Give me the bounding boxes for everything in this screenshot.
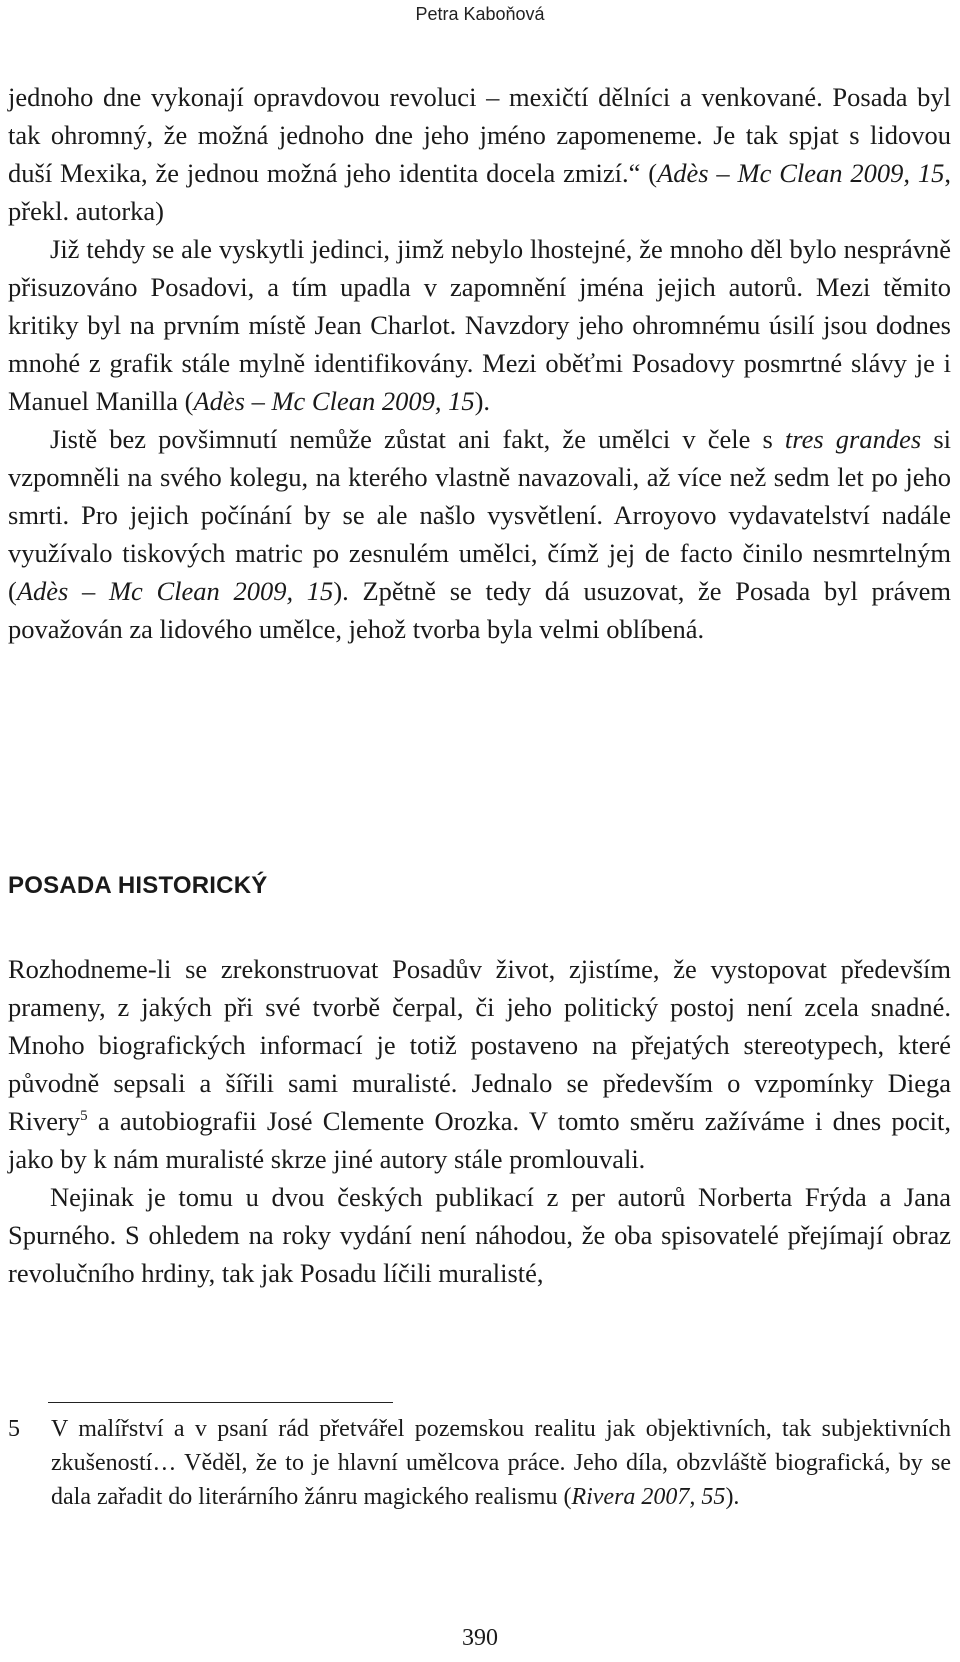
paragraph-text: si vzpomněli na svého kolegu, na kterého vlastně navazovali, až více než sedm let po jeho smrti. Pro jejich počínání by se ale našlo vysvětlení. Arroyovo vydavatelství nadále využívalo tiskových matric po zesnulém umělci, čímž jej de facto činilo nesmrtelným ( bbox=[8, 424, 951, 606]
paragraph-text: Již tehdy se ale vyskytli jedinci, jimž nebylo lhostejné, že mnoho děl bylo nesprávně přisuzováno Posadovi, a tím upadla v zapomnění jména jejich autorů. Mezi těmito kritiky byl na prvním místě Jean Charlot. Navzdory jeho ohromnému úsilí jsou dodnes mnohé z grafik stále mylně identifikovány. Mezi oběťmi Posadovy posmrtné slávy je i Manuel Manilla ( bbox=[8, 234, 951, 416]
footnote-reference[interactable]: 5 bbox=[80, 1108, 88, 1125]
running-header-author: Petra Kaboňová bbox=[415, 4, 545, 24]
citation: Rivera 2007, 55 bbox=[571, 1484, 726, 1510]
paragraph bbox=[8, 950, 951, 1178]
quote-continuation-paragraph bbox=[8, 78, 951, 230]
paragraph bbox=[8, 420, 951, 648]
paragraph-text: a autobiografii José Clemente Orozka. V tomto směru zažíváme i dnes pocit, jako by k nám muralisté skrze jiné autory stále promlouvali. bbox=[8, 1106, 951, 1174]
footnote-text bbox=[51, 1412, 951, 1514]
paragraph-text: jednoho dne vykonají opravdovou revoluci – mexičtí dělníci a venkované. Posada byl tak ohromný, že možná jednoho dne jeho jméno zapomeneme. Je tak spjat s lidovou duší Mexika, že jednou možná jeho identita docela zmizí.“ ( bbox=[8, 82, 951, 188]
footnote-separator bbox=[48, 1402, 393, 1403]
body-text-section-2 bbox=[8, 950, 951, 1292]
paragraph-text: , překl. autorka) bbox=[8, 158, 951, 226]
body-text-section-1 bbox=[8, 78, 951, 648]
italic-term: tres grandes bbox=[784, 424, 922, 454]
section-heading: POSADA HISTORICKÝ bbox=[8, 872, 268, 899]
footnote-body: V malířství a v psaní rád přetvářel pozemskou realitu jak objektivních, tak subjektivních zkušeností… Věděl, že to je hlavní umělcova práce. Jeho díla, obzvláště biografická, by se dala zařadit do literárního žánru magického realismu ( bbox=[51, 1416, 951, 1510]
citation: Adès – Mc Clean 2009, 15 bbox=[16, 576, 334, 606]
footnote-body: ). bbox=[725, 1484, 740, 1510]
page-number: 390 bbox=[462, 1625, 498, 1651]
paragraph-text: Rozhodneme-li se zrekonstruovat Posadův život, zjistíme, že vystopovat především prameny, z jakých při své tvorbě čerpal, či jeho politický postoj není zcela snadné. Mnoho biografických informací je totiž postaveno na přejatých stereotypech, které původně sepsali a šířili sami muralisté. Jednalo se především o vzpomínky Diega Rivery bbox=[8, 954, 951, 1136]
paragraph-text: ). Zpětně se tedy dá usuzovat, že Posada byl právem považován za lidového umělce, jehož tvorba byla velmi oblíbená. bbox=[8, 576, 952, 644]
citation: Adès – Mc Clean 2009, 15 bbox=[193, 386, 475, 416]
paragraph-text: ). bbox=[474, 386, 491, 416]
footnote-number: 5 bbox=[8, 1416, 20, 1442]
citation: Adès – Mc Clean 2009, 15 bbox=[657, 158, 945, 188]
paragraph bbox=[8, 230, 951, 420]
footnote bbox=[8, 1412, 951, 1514]
paragraph bbox=[8, 1178, 951, 1292]
paragraph-text: Jistě bez povšimnutí nemůže zůstat ani fakt, že umělci v čele s bbox=[50, 424, 785, 454]
paragraph-text: Nejinak je tomu u dvou českých publikací z per autorů Norberta Frýda a Jana Spurného. S ohledem na roky vydání není náhodou, že oba spisovatelé přejímají obraz revolučního hrdiny, tak jak Posadu líčili muralisté, bbox=[8, 1182, 951, 1288]
